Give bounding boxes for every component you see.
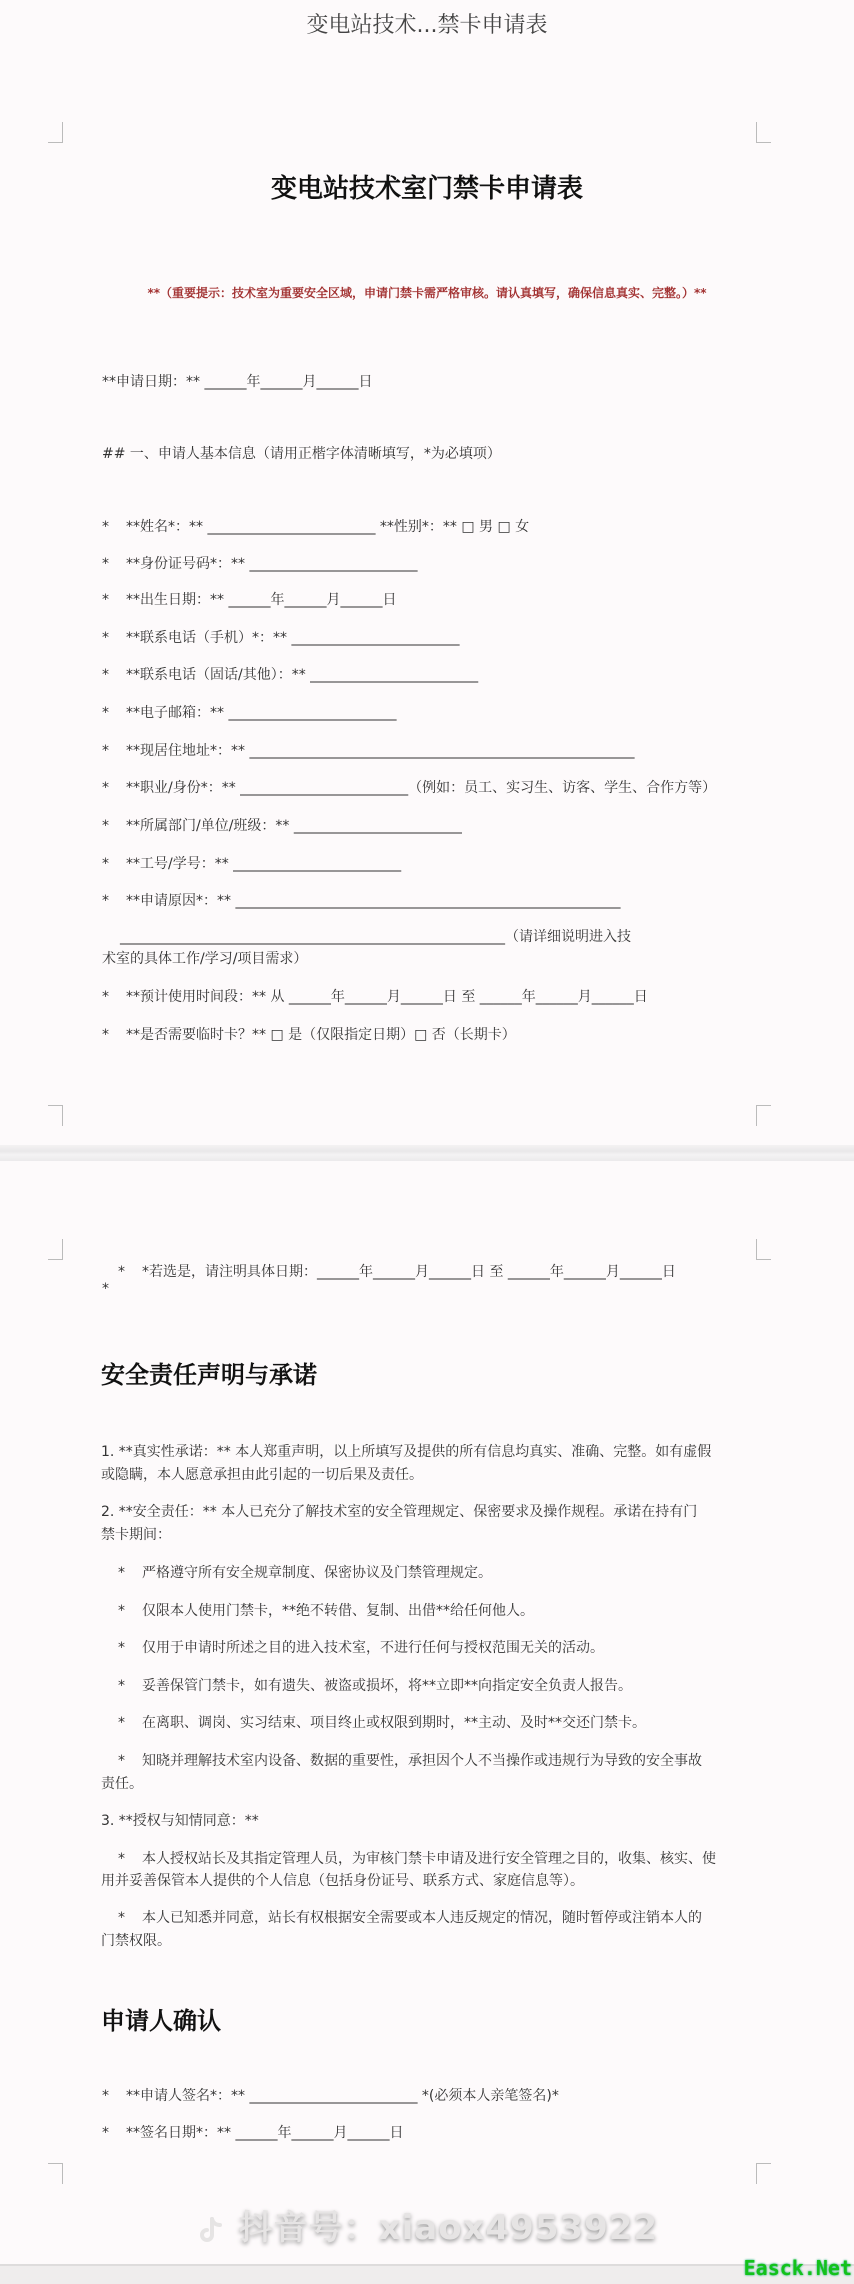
commitment-3-sub: * 本人已知悉并同意，站长有权根据安全需要或本人违反规定的情况，随时暂停或注销本人的	[118, 1910, 702, 1926]
commitment-2-sub: * 在离职、调岗、实习结束、项目终止或权限到期时，**主动、及时**交还门禁卡。	[118, 1715, 646, 1731]
bullet: *	[102, 780, 109, 796]
commitment-3-sub-cont: 门禁权限。	[101, 1933, 171, 1949]
commitment-2-sub: * 仅限本人使用门禁卡，**绝不转借、复制、出借**给任何他人。	[118, 1603, 534, 1619]
commitment-2-sub-cont: 责任。	[101, 1776, 143, 1792]
bullet: *	[102, 556, 109, 572]
section-heading-basic-info: ## 一、申请人基本信息（请用正楷字体清晰填写，*为必填项）	[102, 446, 501, 462]
field-staff-number[interactable]: * **工号/学号：** ________________________	[102, 856, 402, 872]
commitment-2: 2. **安全责任：** 本人已充分了解技术室的安全管理规定、保密要求及操作规程。承诺在持有门	[101, 1504, 698, 1520]
commitment-2-sub: * 知晓并理解技术室内设备、数据的重要性，承担因个人不当操作或违规行为导致的安全事故	[118, 1753, 702, 1769]
bullet: *	[102, 519, 109, 535]
field-mobile-phone[interactable]: * **联系电话（手机）*：** ________________________	[102, 630, 460, 646]
bullet: *	[118, 1715, 125, 1731]
important-notice: **（重要提示：技术室为重要安全区域，申请门禁卡需严格审核。请认真填写，确保信息真实、完整。）**	[147, 286, 707, 300]
page-corner-mark	[48, 1239, 63, 1260]
commitment-3: 3. **授权与知情同意：**	[101, 1813, 259, 1829]
field-temporary-dates[interactable]: * *若选是，请注明具体日期：______年______月______日 至 ______年______月______日	[118, 1264, 676, 1280]
bullet: *	[118, 1753, 125, 1769]
field-email[interactable]: * **电子邮箱：** ________________________	[102, 705, 397, 721]
section-heading-security: 安全责任声明与承诺	[101, 1361, 317, 1389]
bullet: *	[118, 1640, 125, 1656]
commitment-2-sub: * 仅用于申请时所述之目的进入技术室，不进行任何与授权范围无关的活动。	[118, 1640, 604, 1656]
commitment-3-sub: * 本人授权站长及其指定管理人员，为审核门禁卡申请及进行安全管理之目的，收集、核实、使	[118, 1851, 716, 1867]
bullet: *	[118, 1603, 125, 1619]
bottom-bar	[0, 2264, 854, 2284]
page-corner-mark	[756, 122, 771, 143]
watermark: 抖音号：xiaox4953922	[0, 2200, 854, 2249]
bullet: *	[102, 630, 109, 646]
page-break	[0, 1145, 854, 1161]
bullet: *	[118, 1910, 125, 1926]
commitment-1: 1. **真实性承诺：** 本人郑重声明，以上所填写及提供的所有信息均真实、准确、完整。如有虚假	[101, 1444, 712, 1460]
bullet: *	[118, 1565, 125, 1581]
bullet: *	[102, 2088, 109, 2104]
commitment-2-cont: 禁卡期间：	[101, 1527, 171, 1543]
sign-date-field[interactable]: * **签名日期*：** ______年______月______日	[102, 2125, 404, 2141]
bullet: *	[118, 1678, 125, 1694]
commitment-3-sub-cont: 用并妥善保管本人提供的个人信息（包括身份证号、联系方式、家庭信息等）。	[101, 1873, 584, 1889]
field-occupation[interactable]: * **职业/身份*：** ________________________（例如：员工、实习生、访客、学生、合作方等）	[102, 780, 717, 796]
tiktok-logo-icon	[196, 2215, 226, 2245]
bullet: *	[102, 592, 109, 608]
bullet: *	[102, 2125, 109, 2141]
page-corner-mark	[756, 1239, 771, 1260]
stray-asterisk: *	[102, 1281, 109, 1297]
field-name-gender[interactable]: * **姓名*：** ________________________ **性别*：** □ 男 □ 女	[102, 519, 530, 535]
bullet: *	[102, 1027, 109, 1043]
bullet: *	[118, 1851, 125, 1867]
signature-field[interactable]: * **申请人签名*：** ________________________ *(必须本人亲笔签名)*	[102, 2088, 559, 2104]
bullet: *	[118, 1264, 125, 1280]
document-title: 变电站技术室门禁卡申请表	[270, 174, 583, 204]
field-reason[interactable]: * **申请原因*：** _______________________________________________________	[102, 893, 621, 909]
commitment-2-sub: * 严格遵守所有安全规章制度、保密协议及门禁管理规定。	[118, 1565, 492, 1581]
commitment-2-sub: * 妥善保管门禁卡，如有遗失、被盗或损坏，将**立即**向指定安全负责人报告。	[118, 1678, 632, 1694]
page-corner-mark	[48, 122, 63, 143]
page-corner-mark	[756, 2163, 771, 2184]
field-address[interactable]: * **现居住地址*：** _______________________________________________________	[102, 743, 635, 759]
bullet: *	[102, 667, 109, 683]
bullet: *	[102, 818, 109, 834]
page-corner-mark	[756, 1105, 771, 1126]
page-corner-mark	[48, 1105, 63, 1126]
bullet: *	[102, 989, 109, 1005]
field-usage-period[interactable]: * **预计使用时间段：** 从 ______年______月______日 至 ______年______月______日	[102, 989, 648, 1005]
field-department[interactable]: * **所属部门/单位/班级：** ________________________	[102, 818, 462, 834]
bullet: *	[102, 856, 109, 872]
document-window-title: 变电站技术...禁卡申请表	[306, 13, 548, 38]
field-id-number[interactable]: * **身份证号码*：** ________________________	[102, 556, 418, 572]
apply-date-field[interactable]: **申请日期：** ______年______月______日	[102, 374, 373, 390]
section-heading-applicant-confirm: 申请人确认	[101, 2007, 221, 2035]
field-reason-continuation[interactable]: _______________________________________________________（请详细说明进入技	[120, 929, 631, 945]
site-badge: Easck.Net	[743, 2256, 852, 2280]
bullet: *	[102, 743, 109, 759]
field-landline-phone[interactable]: * **联系电话（固话/其他）：** ________________________	[102, 667, 479, 683]
field-temporary-card[interactable]: * **是否需要临时卡？** □ 是（仅限指定日期）□ 否（长期卡）	[102, 1027, 516, 1043]
field-birth-date[interactable]: * **出生日期：** ______年______月______日	[102, 592, 397, 608]
field-reason-hint: 术室的具体工作/学习/项目需求）	[102, 951, 308, 967]
bullet: *	[102, 893, 109, 909]
bullet: *	[102, 705, 109, 721]
page-corner-mark	[48, 2163, 63, 2184]
commitment-1-cont: 或隐瞒，本人愿意承担由此引起的一切后果及责任。	[101, 1467, 423, 1483]
